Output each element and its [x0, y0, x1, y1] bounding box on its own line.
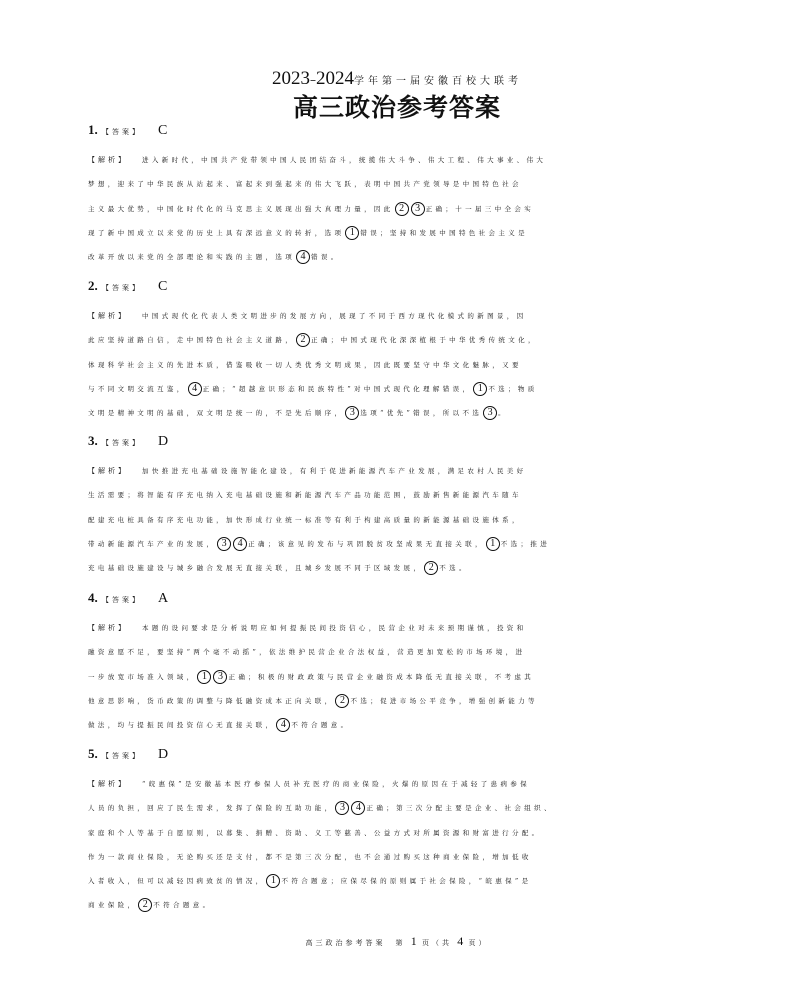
- option-marker: 2: [296, 333, 310, 347]
- option-marker: 4: [233, 537, 247, 551]
- analysis-text: [88, 772, 708, 918]
- analysis-line: [88, 401, 708, 425]
- option-marker: 3: [217, 537, 231, 551]
- analysis-line: [88, 459, 708, 483]
- analysis-line-text: 作为一款商业保险，无论购买还是支付，都不是第三次分配，也不会通过购买这种商业保险，增加低收: [88, 852, 532, 861]
- analysis-line: [88, 713, 708, 737]
- analysis-line: [88, 221, 708, 245]
- answer-line: [88, 746, 708, 768]
- analysis-line: [88, 197, 708, 221]
- footer-total-pages: 4: [457, 934, 464, 948]
- option-marker: 3: [335, 801, 349, 815]
- analysis-line-text: 加快推进充电基础设施智能化建设，有利于促进新能源汽车产业发展，满足农村人民美好: [142, 467, 527, 475]
- analysis-line-text: 家庭和个人等基于自愿原则，以募集、捐赠、资助、义工等慈善、公益方式对所属资源和财富进行分配。: [88, 828, 542, 837]
- year-start: 2023: [272, 68, 310, 89]
- answer-choice: A: [158, 591, 169, 606]
- analysis-line-text: 配建充电桩具备有序充电功能，加快形成行业统一标准等有利于构建高质量的新能源基础设施体系，: [88, 515, 522, 524]
- answer-label: 【答案】: [102, 596, 142, 604]
- footer-middle: 页（共: [422, 939, 452, 947]
- answer-label: 【答案】: [102, 128, 142, 136]
- option-marker: 2: [335, 694, 349, 708]
- analysis-line-text: 一步放宽市场准入领域， 1 3 正确；积极的财政政策与民营企业融资成本降低无直接关联，不考虑其: [88, 670, 535, 682]
- analysis-line-text: 生活需要；将智能有序充电纳入充电基础设施和新能源汽车产品功能范围，鼓励新售新能源汽车随车: [88, 491, 522, 500]
- analysis-line: [88, 304, 708, 328]
- analysis-label: 【解析】: [88, 780, 128, 788]
- analysis-line: [88, 796, 708, 820]
- analysis-line-text: 与不同文明交流互鉴， 4 正确；“超越意识形态和民族特性”对中国式现代化理解错误， 1 不选；物质: [88, 382, 538, 394]
- exam-name: 学年第一届安徽百校大联考: [354, 76, 522, 87]
- analysis-label: 【解析】: [88, 156, 128, 164]
- analysis-line-text: 融资意愿不足，要坚持“两个毫不动摇”，依法维护民营企业合法权益，营造更加宽松的市场环境，进: [88, 648, 526, 657]
- question-number: 2.: [88, 278, 98, 293]
- analysis-line: [88, 845, 708, 869]
- question-number: 4.: [88, 590, 98, 605]
- analysis-line-text: 他意思影响，货币政策的调整与降低融资成本正向关联， 2 不选；促进市场公平竞争，增强创新能力等: [88, 694, 538, 706]
- analysis-line-text: 充电基础设施建设与城乡融合发展无直接关联，且城乡发展不同于区域发展， 2 不选。: [88, 562, 469, 574]
- answer-choice: D: [158, 747, 169, 762]
- analysis-line: [88, 772, 708, 796]
- analysis-line: [88, 821, 708, 845]
- answer-line: [88, 278, 708, 300]
- analysis-line-text: 进入新时代，中国共产党带领中国人民团结奋斗，统揽伟大斗争、伟大工程、伟大事业、伟大: [142, 156, 547, 164]
- answer-choice: D: [158, 434, 169, 449]
- question-block: [88, 590, 708, 737]
- question-block: [88, 746, 708, 918]
- option-marker: 3: [411, 202, 425, 216]
- option-marker: 1: [473, 382, 487, 396]
- analysis-line: [88, 532, 708, 556]
- analysis-line: [88, 148, 708, 172]
- analysis-line-text: 现了新中国成立以来党的历史上具有深远意义的转折，选项 1 错误；坚持和发展中国特色社会主义是: [88, 226, 528, 238]
- option-marker: 2: [424, 561, 438, 575]
- analysis-line-text: 主义最大优势，中国化时代化的马克思主义展现出强大真理力量，因此 2 3 正确；十一届三中全会实: [88, 202, 535, 214]
- year-end: 2024: [316, 68, 354, 89]
- option-marker: 4: [188, 382, 202, 396]
- analysis-line-text: 本题的设问要求是分析说明应如何提振民间投资信心，民营企业对未来预期谨慎，投资和: [142, 624, 527, 632]
- page-title: 高三政治参考答案: [292, 93, 501, 122]
- analysis-line: [88, 328, 708, 352]
- option-marker: 1: [486, 537, 500, 551]
- option-marker: 3: [213, 670, 227, 684]
- option-marker: 4: [276, 718, 290, 732]
- analysis-line: [88, 353, 708, 377]
- analysis-line-text: 中国式现代化代表人类文明进步的发展方向，展现了不同于西方现代化模式的新图景，因: [142, 312, 527, 320]
- option-marker: 3: [483, 406, 497, 420]
- answer-label: 【答案】: [102, 752, 142, 760]
- question-number: 5.: [88, 746, 98, 761]
- analysis-line-text: 文明是精神文明的基础，双文明是统一的，不是先后顺序， 3 选项“优先”错误，所以不选 3 。: [88, 407, 509, 419]
- option-marker: 1: [345, 226, 359, 240]
- option-marker: 3: [345, 406, 359, 420]
- analysis-line-text: 梦想，迎来了中华民族从站起来、富起来到强起来的伟大飞跃，表明中国共产党领导是中国特色社会: [88, 180, 522, 189]
- year-separator: –: [310, 73, 316, 87]
- analysis-line-text: 商业保险， 2 不符合题意。: [88, 899, 213, 911]
- analysis-label: 【解析】: [88, 312, 128, 320]
- analysis-line: [88, 893, 708, 917]
- option-marker: 4: [296, 250, 310, 264]
- answer-label: 【答案】: [102, 284, 142, 292]
- analysis-line-text: 带动新能源汽车产业的发展， 3 4 正确；该意见的发布与巩固脱贫攻坚成果无直接关联， 1 不选；推进: [88, 537, 551, 549]
- footer-prefix: 高三政治参考答案 第: [305, 939, 406, 947]
- analysis-line: [88, 640, 708, 664]
- footer-suffix: 页）: [468, 939, 489, 947]
- answer-line: [88, 122, 708, 144]
- analysis-line-text: 改革开放以来党的全部理论和实践的主题，选项 4 错误。: [88, 251, 341, 263]
- analysis-line: [88, 172, 708, 196]
- analysis-text: [88, 304, 708, 425]
- analysis-label: 【解析】: [88, 467, 128, 475]
- analysis-line-text: 人员的负担，回应了民生需求，发挥了保险的互助功能， 3 4 正确；第三次分配主要是企业、社会组织、: [88, 802, 554, 814]
- answer-line: [88, 433, 708, 455]
- option-marker: 1: [197, 670, 211, 684]
- analysis-line: [88, 508, 708, 532]
- footer-page-number: 1: [410, 934, 417, 948]
- question-number: 3.: [88, 433, 98, 448]
- analysis-line: [88, 483, 708, 507]
- question-number: 1.: [88, 122, 98, 137]
- analysis-line: [88, 377, 708, 401]
- answer-label: 【答案】: [102, 439, 142, 447]
- analysis-line: [88, 245, 708, 269]
- answer-choice: C: [158, 279, 168, 294]
- analysis-line-text: “皖惠保”是安徽基本医疗参保人员补充医疗的商业保险，火爆的原因在于减轻了患病参保: [142, 780, 531, 788]
- option-marker: 2: [138, 898, 152, 912]
- analysis-line: [88, 869, 708, 893]
- question-block: [88, 122, 708, 269]
- analysis-line: [88, 616, 708, 640]
- answer-choice: C: [158, 123, 168, 138]
- analysis-line: [88, 689, 708, 713]
- option-marker: 4: [351, 801, 365, 815]
- page-footer: [0, 934, 794, 949]
- option-marker: 1: [266, 874, 280, 888]
- question-block: [88, 278, 708, 425]
- analysis-line-text: 体现科学社会主义的先进本质，借鉴吸收一切人类优秀文明成果，因此既要坚守中华文化魅脉，又要: [88, 360, 522, 369]
- analysis-text: [88, 616, 708, 737]
- analysis-text: [88, 148, 708, 269]
- option-marker: 2: [395, 202, 409, 216]
- analysis-line-text: 此应坚持道路自信，走中国特色社会主义道路， 2 正确；中国式现代化深深植根于中华优秀传统文化，: [88, 334, 538, 346]
- analysis-line-text: 入者收入，但可以减轻因病致贫的情况， 1 不符合题意；应保尽保的原则属于社会保险，“皖惠保”是: [88, 875, 532, 887]
- analysis-line: [88, 556, 708, 580]
- question-block: [88, 433, 708, 580]
- analysis-line-text: 做法，均与提振民间投资信心无直接关联， 4 不符合题意。: [88, 719, 351, 731]
- analysis-text: [88, 459, 708, 580]
- exam-subtitle: [0, 68, 794, 90]
- answer-line: [88, 590, 708, 612]
- analysis-label: 【解析】: [88, 624, 128, 632]
- analysis-line: [88, 665, 708, 689]
